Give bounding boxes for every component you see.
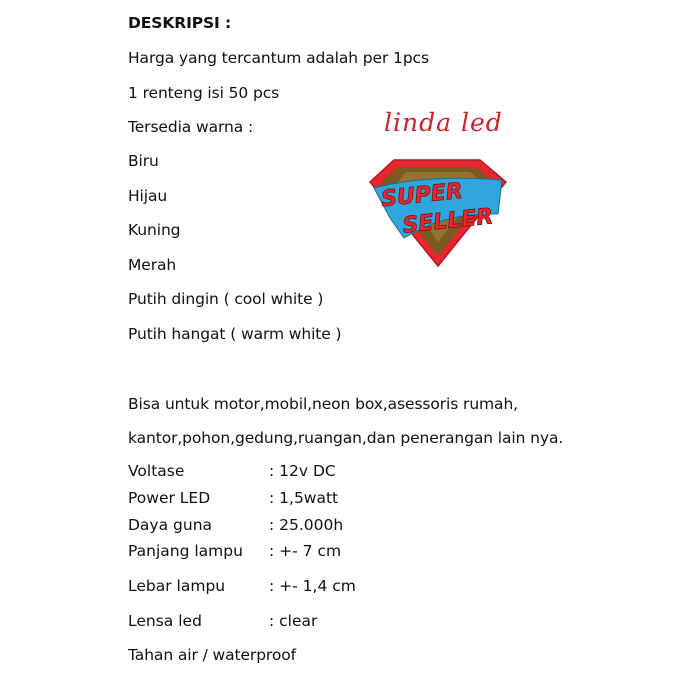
color-item: Hijau [128,187,168,205]
pack-note: 1 renteng isi 50 pcs [128,84,280,102]
spec-value: : +- 1,4 cm [269,577,356,595]
badge-text-line1: SUPER [379,178,464,213]
color-item: Biru [128,152,159,170]
spec-label: Voltase [128,462,185,480]
badge-text-line2: SELLER [401,204,495,239]
color-item: Putih dingin ( cool white ) [128,290,324,308]
usage-line: Bisa untuk motor,mobil,neon box,asessoris rumah, [128,395,519,413]
spec-label: Panjang lampu [128,542,243,560]
spec-label: Daya guna [128,516,213,534]
color-item: Kuning [128,221,181,239]
color-item: Putih hangat ( warm white ) [128,325,342,343]
price-note: Harga yang tercantum adalah per 1pcs [128,49,429,67]
description-heading: DESKRIPSI : [128,14,232,32]
spec-value: : clear [269,612,318,630]
spec-value: : 12v DC [269,462,336,480]
spec-label: Lensa led [128,612,202,630]
store-name: linda led [384,108,503,137]
super-seller-badge-icon [366,158,508,268]
waterproof-note: Tahan air / waterproof [128,646,296,664]
usage-line: kantor,pohon,gedung,ruangan,dan penerangan lain nya. [128,429,564,447]
spec-label: Lebar lampu [128,577,226,595]
spec-value: : 1,5watt [269,489,339,507]
spec-label: Power LED [128,489,211,507]
color-item: Merah [128,256,177,274]
spec-value: : 25.000h [269,516,344,534]
spec-value: : +- 7 cm [269,542,342,560]
colors-label: Tersedia warna : [128,118,254,136]
